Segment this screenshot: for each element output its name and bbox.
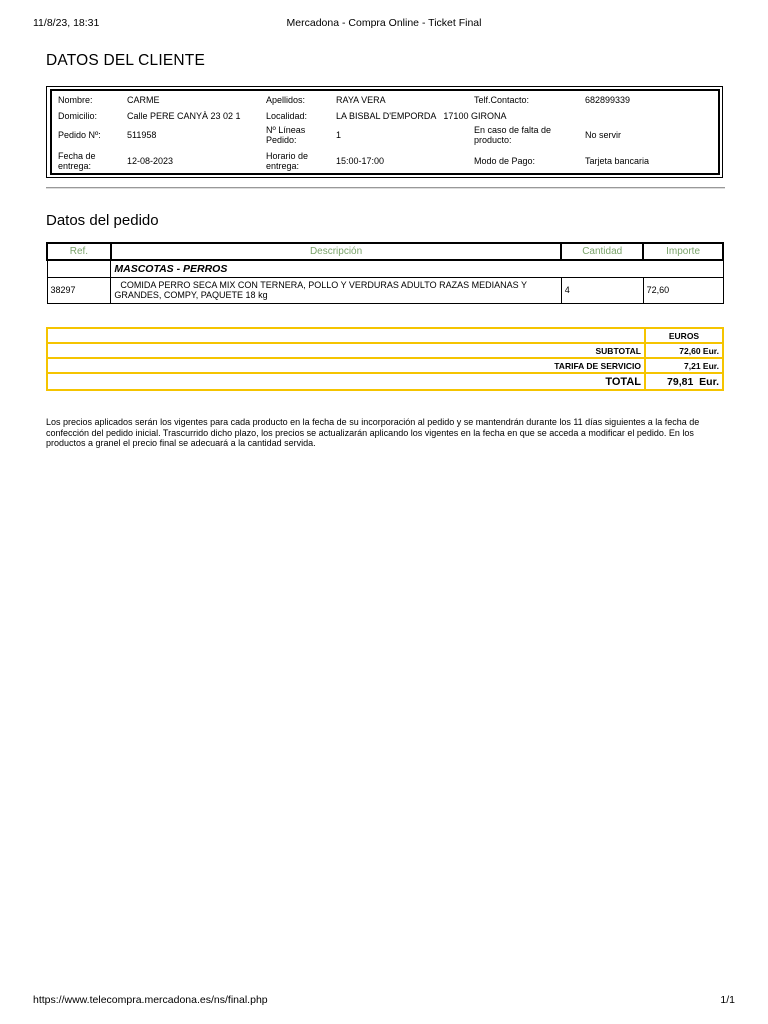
column-header-ref: Ref. <box>47 243 111 260</box>
item-description-line1: COMIDA PERRO SECA MIX CON TERNERA, POLLO Y VERDURAS ADULTO RAZAS MEDIANAS Y <box>120 280 527 290</box>
horario-label-2: entrega: <box>266 161 300 171</box>
page-number: 1/1 <box>720 994 735 1006</box>
telf-value: 682899339 <box>585 95 631 105</box>
lineas-label-1: Nº Líneas <box>266 125 306 135</box>
table-row <box>47 277 723 303</box>
apellidos-label: Apellidos: <box>266 95 306 105</box>
subtotal-label: SUBTOTAL <box>47 343 645 358</box>
item-amount: 72,60 <box>643 277 723 303</box>
falta-label-1: En caso de falta de <box>474 125 552 135</box>
fecha-label-2: entrega: <box>58 161 92 171</box>
page-title: Mercadona - Compra Online - Ticket Final <box>286 17 482 29</box>
currency-header: EUROS <box>645 328 723 343</box>
column-header-cantidad: Cantidad <box>561 243 643 260</box>
horario-label-1: Horario de <box>266 151 309 161</box>
table-header-row <box>47 243 723 260</box>
domicilio-value: Calle PERE CANYÀ 23 02 1 <box>127 111 241 121</box>
tarifa-value: 7,21 Eur. <box>645 358 723 373</box>
section-divider <box>46 187 725 189</box>
item-description <box>111 277 561 303</box>
page-url: https://www.telecompra.mercadona.es/ns/final.php <box>33 994 268 1006</box>
fecha-value: 12-08-2023 <box>127 156 174 166</box>
nombre-label: Nombre: <box>58 95 93 105</box>
tarifa-row <box>47 358 723 373</box>
totals-header-row <box>47 328 723 343</box>
pago-value: Tarjeta bancaria <box>585 156 650 166</box>
category-row <box>47 260 723 277</box>
total-label: TOTAL <box>47 373 645 390</box>
fecha-label-1: Fecha de <box>58 151 96 161</box>
order-section-title: Datos del pedido <box>46 212 159 229</box>
column-header-importe: Importe <box>643 243 723 260</box>
total-row <box>47 373 723 390</box>
category-ref-cell <box>47 260 111 277</box>
subtotal-row <box>47 343 723 358</box>
localidad-value: LA BISBAL D'EMPORDA 17100 GIRONA <box>336 111 507 121</box>
totals-table <box>46 327 724 391</box>
category-label: MASCOTAS - PERROS <box>111 260 723 277</box>
pago-label: Modo de Pago: <box>474 156 536 166</box>
item-ref: 38297 <box>47 277 111 303</box>
item-quantity: 4 <box>561 277 643 303</box>
telf-label: Telf.Contacto: <box>474 95 530 105</box>
tarifa-label: TARIFA DE SERVICIO <box>47 358 645 373</box>
falta-value: No servir <box>585 130 622 140</box>
nombre-value: CARME <box>127 95 160 105</box>
total-value: 79,81 Eur. <box>645 373 723 390</box>
print-datetime: 11/8/23, 18:31 <box>33 17 100 29</box>
horario-value: 15:00-17:00 <box>336 156 385 166</box>
order-items-table <box>46 242 724 304</box>
pedido-value: 511958 <box>127 130 157 140</box>
column-header-descripcion: Descripción <box>111 243 561 260</box>
subtotal-value: 72,60 Eur. <box>645 343 723 358</box>
client-section-title: DATOS DEL CLIENTE <box>46 52 206 69</box>
localidad-label: Localidad: <box>266 111 308 121</box>
domicilio-label: Domicilio: <box>58 111 98 121</box>
lineas-value: 1 <box>336 130 342 140</box>
apellidos-value: RAYA VERA <box>336 95 386 105</box>
lineas-label-2: Pedido: <box>266 135 297 145</box>
item-description-line2: GRANDES, COMPY, PAQUETE 18 kg <box>114 290 268 300</box>
pedido-label: Pedido Nº: <box>58 130 101 140</box>
falta-label-2: producto: <box>474 135 512 145</box>
price-policy-note: Los precios aplicados serán los vigentes para cada producto en la fecha de su incorporación al pedido y se mantendrán durante los 11 días siguientes a la fecha de confección del pedido inicial. Trascurrido dicho plazo, los precios se actualizarán aplicando los vigentes en la fecha en que se acceda a modificar el pedido. En los productos a granel el precio final se adecuará a la cantidad servida. <box>46 417 700 448</box>
